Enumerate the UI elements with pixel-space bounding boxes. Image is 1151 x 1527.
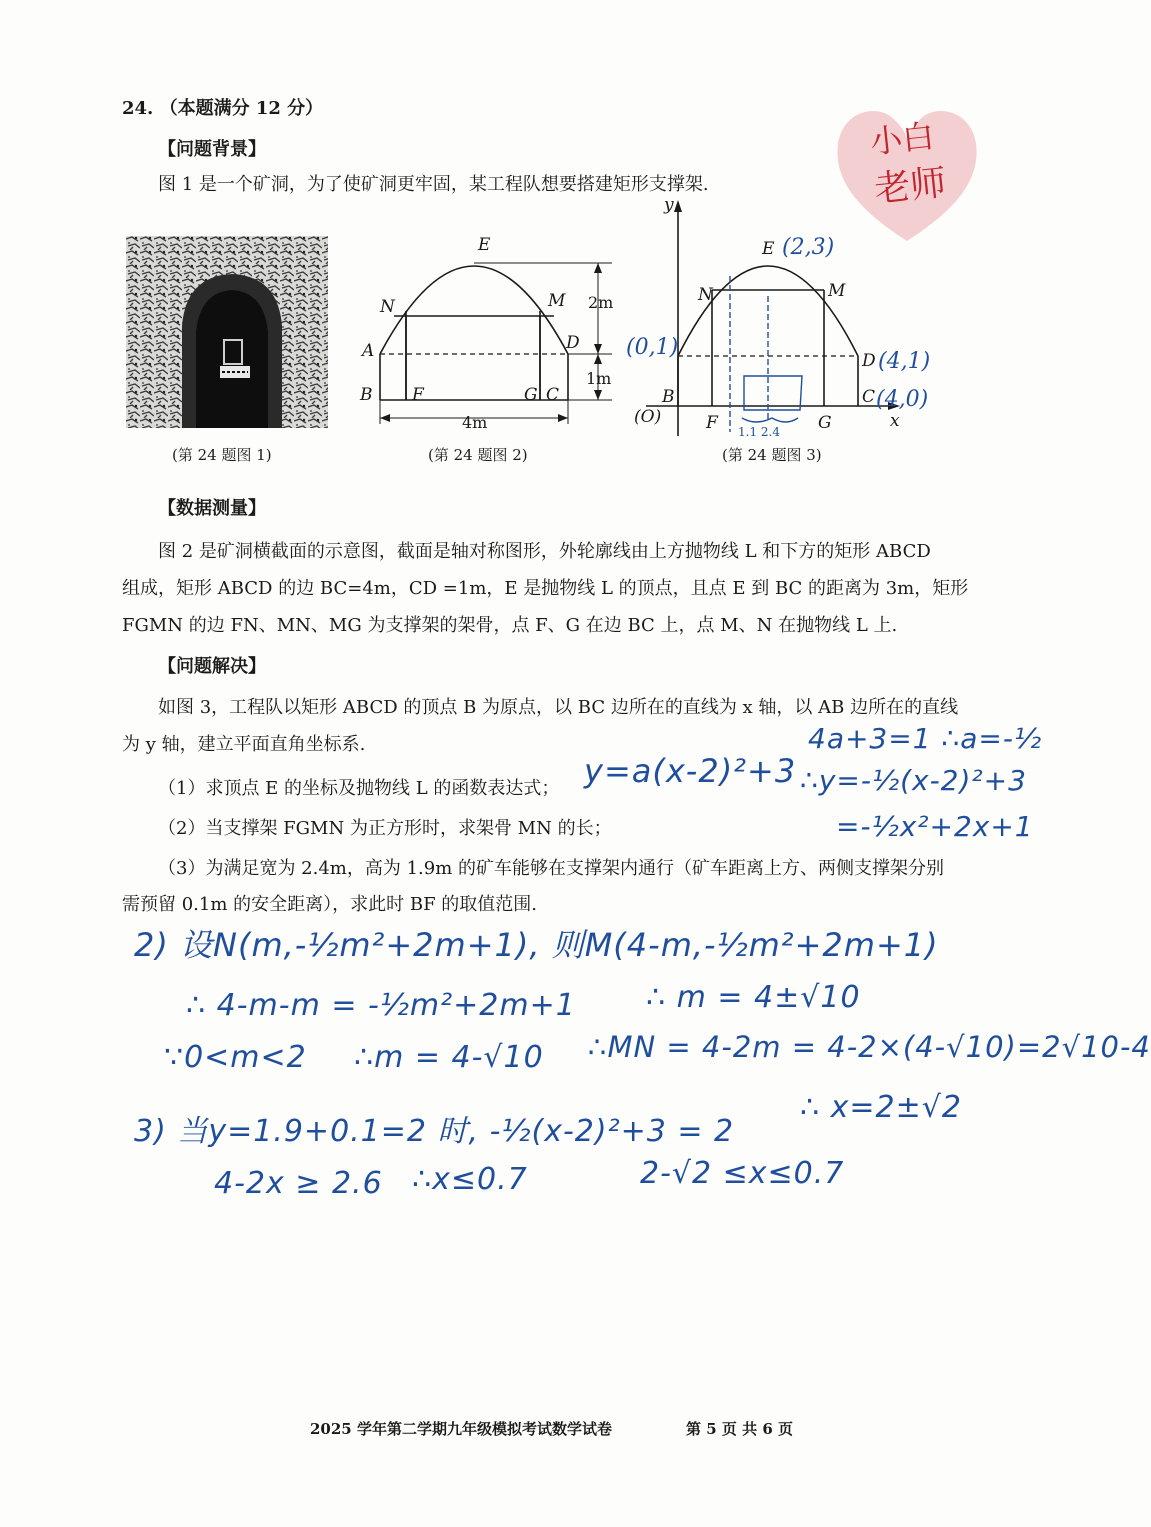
- hw-q2-line-1: 2) 设N(m,-½m²+2m+1), 则M(4-m,-½m²+2m+1): [134, 926, 939, 964]
- fig3-label-M: M: [828, 281, 846, 301]
- fig2-label-F: F: [412, 385, 424, 405]
- fig2-label-E: E: [478, 235, 491, 255]
- solve-line-2: 为 y 轴，建立平面直角坐标系.: [122, 734, 366, 755]
- data-line-2: 组成，矩形 ABCD 的边 BC=4m，CD =1m，E 是抛物线 L 的顶点，且点 E 到 BC 的距离为 3m，矩形: [122, 578, 969, 599]
- fig2-label-A: A: [362, 341, 375, 361]
- fig2-dim-2m: 2m: [588, 293, 614, 312]
- fig2-label-M: M: [548, 291, 566, 311]
- question-3-line-2: 需预留 0.1m 的安全距离），求此时 BF 的取值范围.: [122, 894, 538, 915]
- fig3-label-F: F: [706, 413, 718, 433]
- fig2-dim-4m: 4m: [462, 413, 488, 432]
- fig3-label-C: C: [862, 387, 876, 407]
- hw-q1-form: y=a(x-2)²+3: [584, 752, 797, 790]
- fig3-label-E: E: [762, 239, 775, 259]
- fig3-label-x: x: [890, 411, 900, 431]
- footer-exam-title: 2025 学年第二学期九年级模拟考试数学试卷: [310, 1420, 612, 1438]
- fig3-hw-dims: 1.1 2.4: [738, 425, 780, 439]
- stamp-line1: 小白: [868, 116, 937, 162]
- y-axis-arrow-icon: [674, 200, 682, 212]
- question-3-line-1: （3）为满足宽为 2.4m，高为 1.9m 的矿车能够在支撑架内通行（矿车距离上方、两侧支撑架分别: [158, 858, 945, 879]
- fig2-label-D: D: [566, 333, 580, 353]
- fig2-dim-1m: 1m: [586, 369, 612, 388]
- mine-photo: [126, 236, 328, 428]
- hw-q2-line-3b: ∴m = 4-√10: [354, 1040, 544, 1075]
- fig3-hw-A: (0,1): [626, 335, 679, 360]
- fig2-label-C: C: [546, 385, 560, 405]
- background-text: 图 1 是一个矿洞，为了使矿洞更牢固，某工程队想要搭建矩形支撑架.: [158, 174, 709, 195]
- hw-q1-y2: =-½x²+2x+1: [836, 810, 1034, 843]
- footer-page-number: 第 5 页 共 6 页: [686, 1420, 793, 1438]
- section-data: 【数据测量】: [158, 498, 266, 519]
- section-background: 【问题背景】: [158, 139, 266, 160]
- fig3-hw-D: (4,1): [878, 349, 931, 374]
- hw-q3-line-2a: 4-2x ≥ 2.6: [214, 1166, 383, 1201]
- figure-2: [350, 228, 630, 438]
- fig3-label-D: D: [862, 351, 876, 371]
- hw-q3-line-2c: 2-√2 ≤x≤0.7: [640, 1156, 845, 1191]
- problem-title: 24. （本题满分 12 分）: [122, 98, 324, 119]
- hw-q2-line-2b: ∴ m = 4±√10: [646, 980, 861, 1015]
- hw-q3-line-1b: ∴ x=2±√2: [800, 1090, 962, 1125]
- hw-q2-line-3c: ∴MN = 4-2m = 4-2×(4-√10)=2√10-4: [588, 1030, 1151, 1064]
- hw-q1-a: 4a+3=1 ∴a=-½: [808, 722, 1043, 755]
- data-line-1: 图 2 是矿洞横截面的示意图，截面是轴对称图形，外轮廓线由上方抛物线 L 和下方的矩形 ABCD: [158, 541, 931, 562]
- fig2-label-N: N: [380, 297, 395, 317]
- fig3-hw-E: (2,3): [782, 235, 835, 260]
- fig3-label-N: N: [698, 285, 713, 305]
- fig2-caption: (第 24 题图 2): [428, 446, 528, 464]
- fig3-label-B: B: [662, 387, 675, 407]
- fig3-hw-C: (4,0): [876, 387, 929, 412]
- hw-q1-y: ∴y=-½(x-2)²+3: [800, 764, 1027, 797]
- section-solve: 【问题解决】: [158, 656, 266, 677]
- data-line-3: FGMN 的边 FN、MN、MG 为支撑架的架骨，点 F、G 在边 BC 上，点 M、N 在抛物线 L 上.: [122, 615, 898, 636]
- hw-q2-line-3a: ∵0<m<2: [164, 1040, 307, 1075]
- fig2-label-B: B: [360, 385, 373, 405]
- fig1-caption: (第 24 题图 1): [172, 446, 272, 464]
- figure-3: [626, 196, 956, 446]
- stamp-line2: 老师: [872, 162, 949, 211]
- fig3-label-G: G: [818, 413, 832, 433]
- fig3-label-y: y: [664, 195, 674, 215]
- question-1: （1）求顶点 E 的坐标及抛物线 L 的函数表达式；: [158, 778, 560, 799]
- solve-line-1: 如图 3，工程队以矩形 ABCD 的顶点 B 为原点，以 BC 边所在的直线为 x 轴，以 AB 边所在的直线: [158, 697, 959, 718]
- fig3-caption: (第 24 题图 3): [722, 446, 822, 464]
- hw-q3-line-1a: 3) 当y=1.9+0.1=2 时, -½(x-2)²+3 = 2: [134, 1114, 735, 1149]
- hw-q2-line-2a: ∴ 4-m-m = -½m²+2m+1: [186, 988, 576, 1023]
- question-2: （2）当支撑架 FGMN 为正方形时，求架骨 MN 的长；: [158, 818, 612, 839]
- hw-q3-line-2b: ∴x≤0.7: [412, 1162, 528, 1197]
- fig3-label-O: (O): [634, 407, 662, 427]
- fig2-label-G: G: [524, 385, 538, 405]
